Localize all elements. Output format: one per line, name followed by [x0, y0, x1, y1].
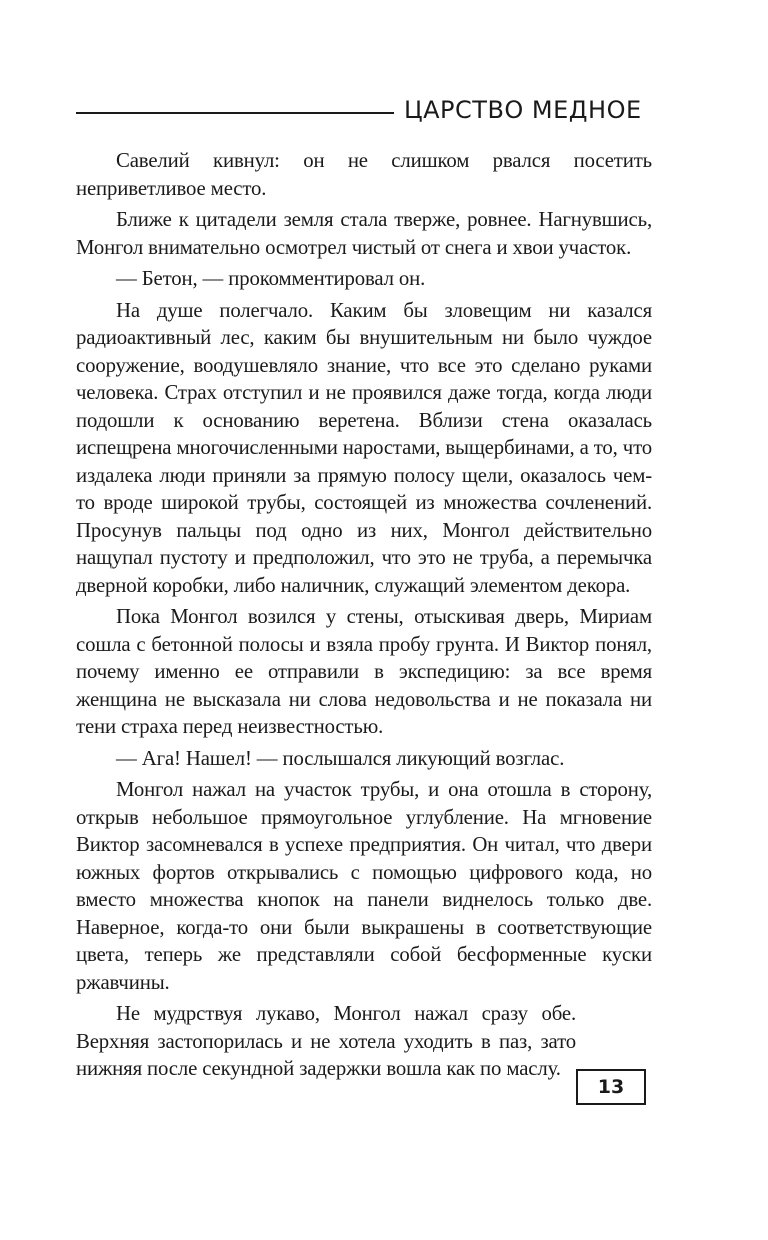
page-number: 13	[576, 1069, 646, 1105]
paragraph: Пока Монгол возился у стены, отыскивая дверь, Мириам сошла с бетонной полосы и взяла пробу грунта. И Виктор понял, почему именно ее отправили в экспедицию: за все время женщина не высказала ни слова недовольства и не показала ни тени страха перед неизвестностью.	[76, 605, 652, 738]
paragraph: — Ага! Нашел! — послышался ликующий возглас.	[116, 746, 565, 770]
paragraph: Не мудрствуя лукаво, Монгол нажал сразу обе. Верхняя застопорилась и не хотела уходить в паз, зато нижняя после секундной задержки вошла как по маслу.	[76, 1002, 576, 1080]
running-header-title: ЦАРСТВО МЕДНОЕ	[404, 96, 642, 124]
paragraph: Савелий кивнул: он не слишком рвался посетить неприветливое место.	[76, 149, 652, 200]
header-rule	[76, 112, 394, 114]
paragraph: Монгол нажал на участок трубы, и она отошла в сторону, открыв небольшое прямоугольное углубление. На мгновение Виктор засомневался в успехе предприятия. Он читал, что двери южных фортов открывались с помощью цифрового кода, но вместо множества кнопок на панели виднелось только две. Наверное, когда-то они были выкрашены в соответствующие цвета, теперь же представляли собой бесформенные куски ржавчины.	[76, 778, 652, 994]
body-text	[76, 147, 652, 1083]
paragraph: На душе полегчало. Каким бы зловещим ни казался радиоактивный лес, каким бы внушительным ни было чуждое сооружение, воодушевляло знание, что все это сделано руками человека. Страх отступил и не проявился даже тогда, когда люди подошли к основанию веретена. Вблизи стена оказалась испещрена многочисленными наростами, выщербинами, а то, что издалека люди приняли за прямую полосу щели, оказалось чем-то вроде широкой трубы, состоящей из множества сочленений. Просунув пальцы под одно из них, Монгол действительно нащупал пустоту и предположил, что это не труба, а перемычка дверной коробки, либо наличник, служащий элементом декора.	[76, 298, 652, 597]
paragraph: Ближе к цитадели земля стала тверже, ровнее. Нагнувшись, Монгол внимательно осмотрел чистый от снега и хвои участок.	[76, 208, 652, 259]
paragraph: — Бетон, — прокомментировал он.	[116, 267, 426, 290]
